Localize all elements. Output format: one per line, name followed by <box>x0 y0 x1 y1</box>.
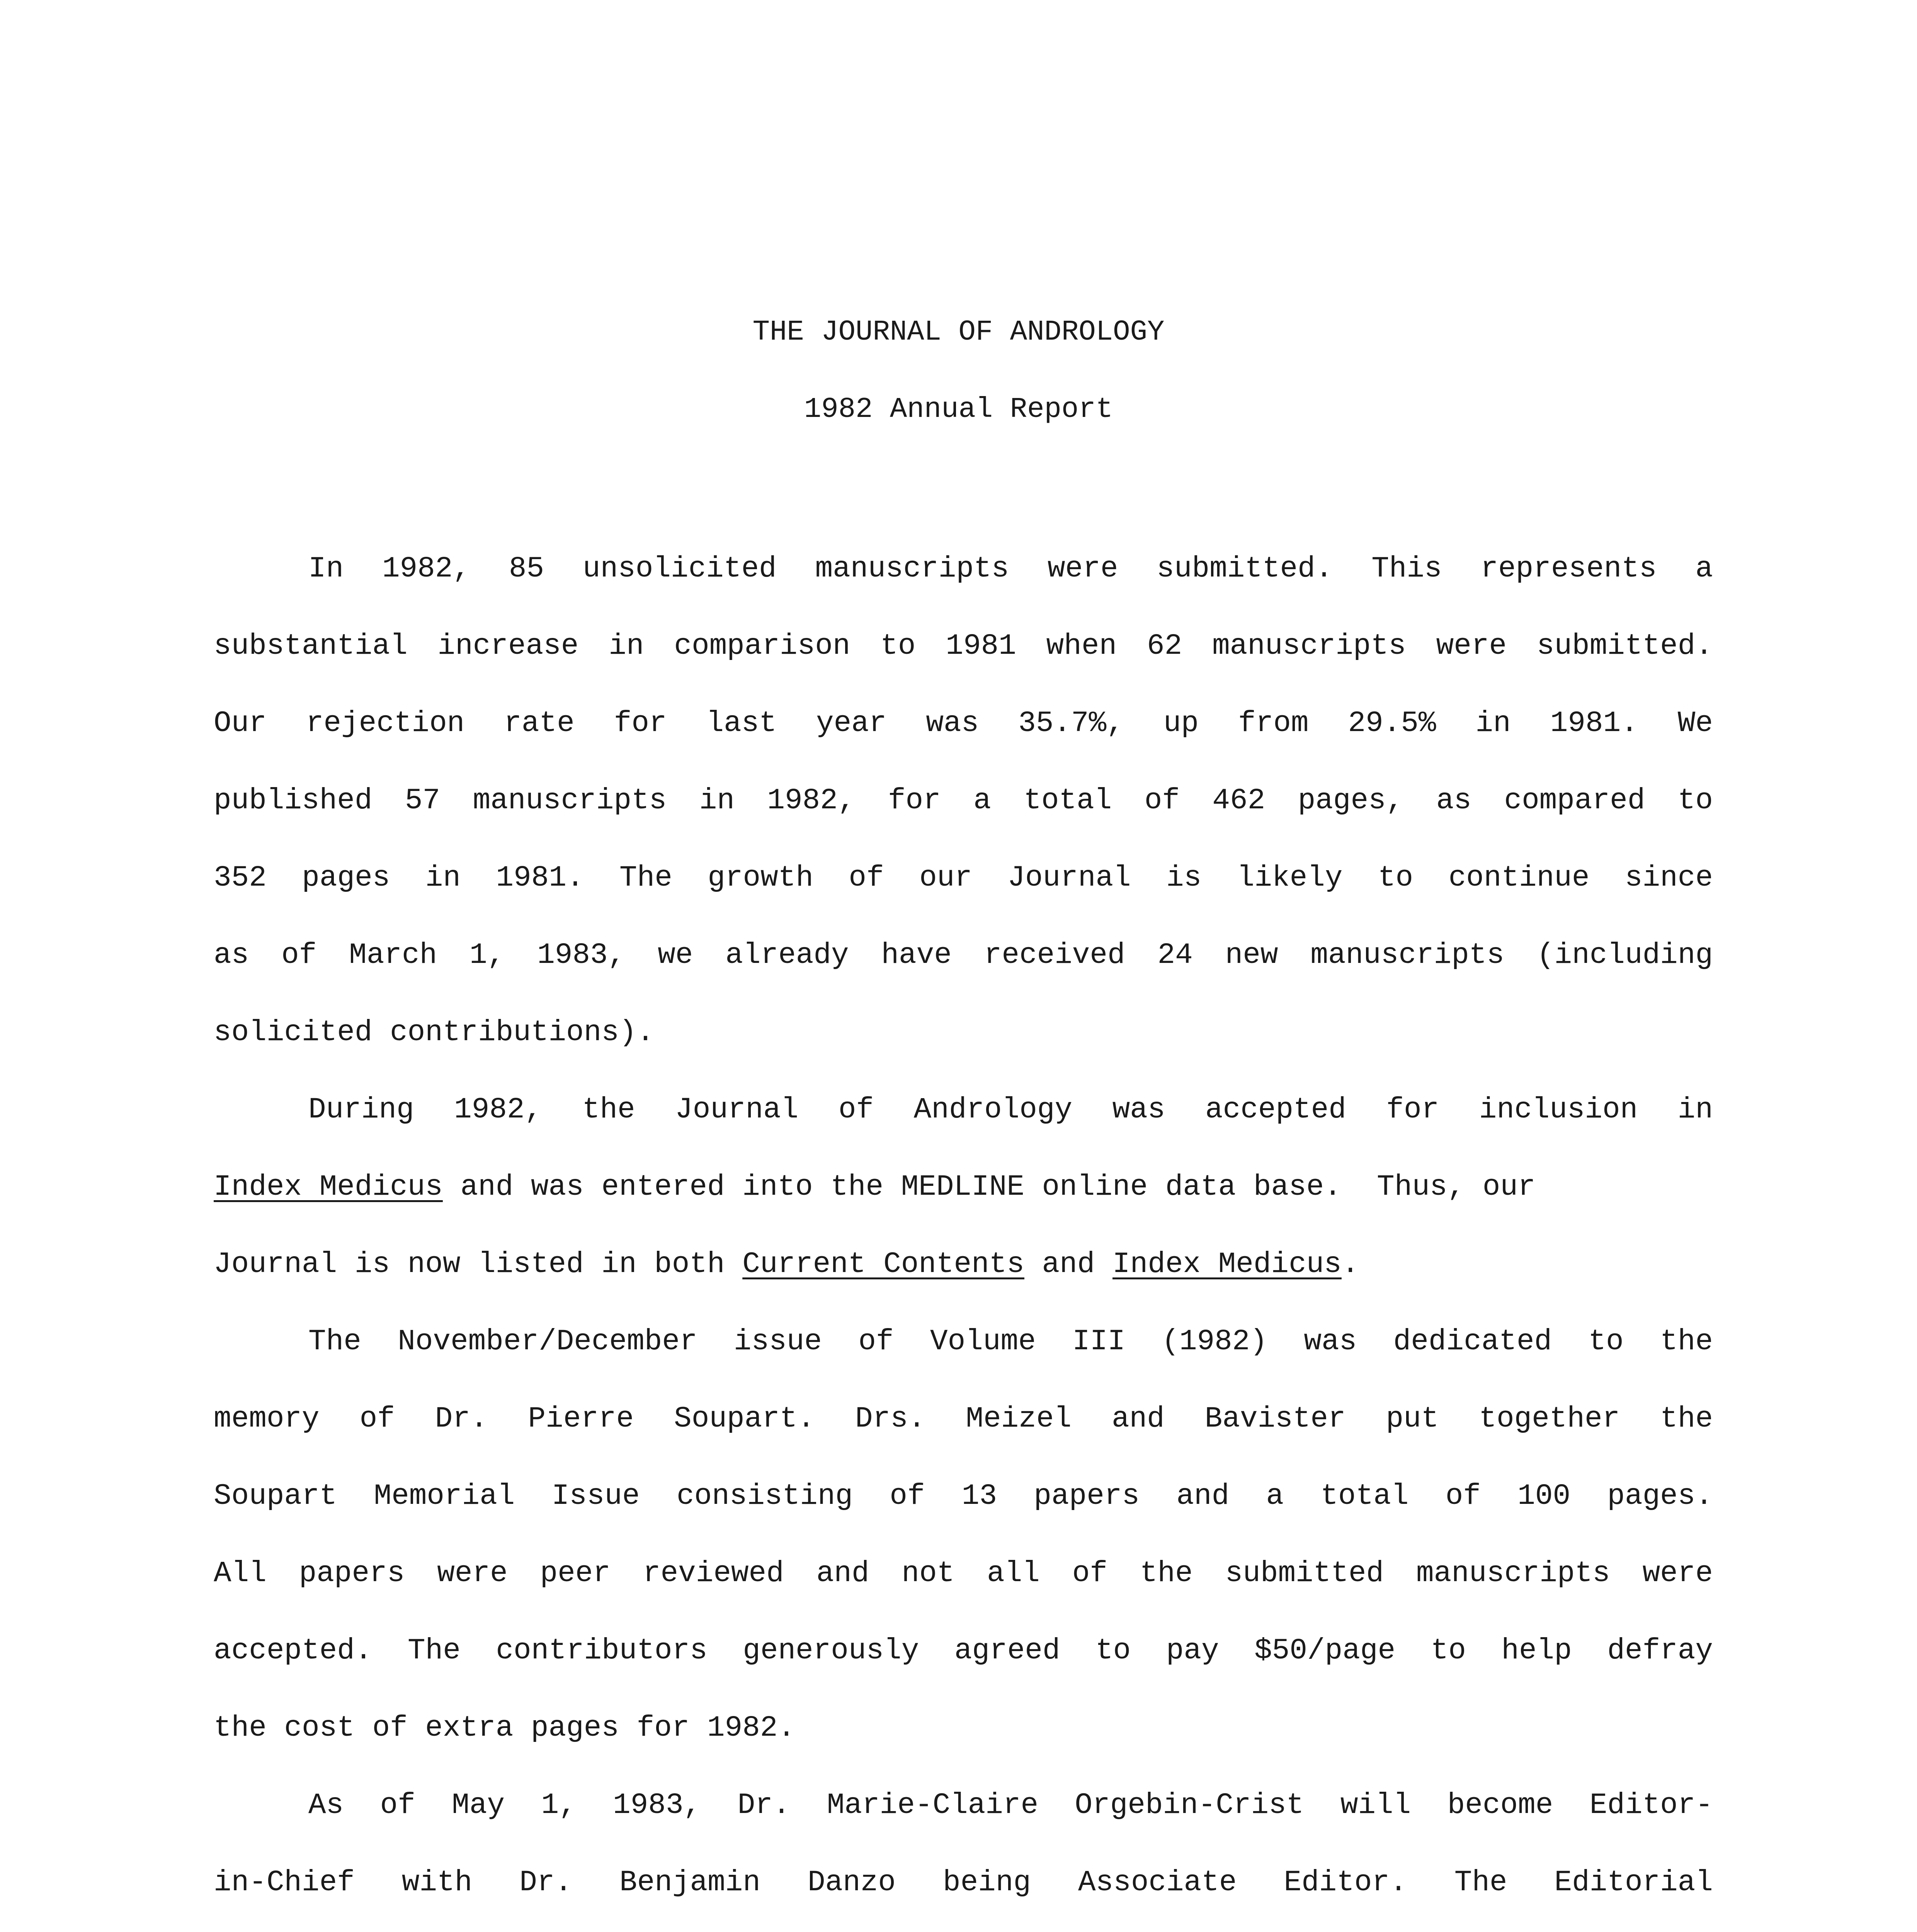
text-line: substantial increase in comparison to 1981 when 62 manuscripts were submitted. <box>214 629 1713 663</box>
publication-name-index-medicus: Index Medicus <box>1112 1248 1342 1281</box>
text-line: 352 pages in 1981. The growth of our Journal is likely to continue since <box>214 861 1713 895</box>
text-line: As of May 1, 1983, Dr. Marie-Claire Orgebin-Crist will become Editor- <box>308 1789 1713 1822</box>
text-line <box>214 1226 1713 1303</box>
text-line: accepted. The contributors generously agreed to pay $50/page to help defray <box>214 1634 1713 1667</box>
text-segment: and <box>1024 1248 1112 1281</box>
document-title: THE JOURNAL OF ANDROLOGY <box>752 316 1165 349</box>
paragraph-memorial-issue <box>214 1303 1713 1767</box>
text-line: All papers were peer reviewed and not all of the submitted manuscripts were <box>214 1557 1713 1590</box>
paragraph-editor-change <box>214 1767 1713 1932</box>
text-line: Our rejection rate for last year was 35.7%, up from 29.5% in 1981. We <box>214 707 1713 740</box>
text-line: in-Chief with Dr. Benjamin Danzo being Associate Editor. The Editorial <box>214 1866 1713 1899</box>
text-line <box>214 1921 1713 1932</box>
text-line: memory of Dr. Pierre Soupart. Drs. Meizel and Bavister put together the <box>214 1402 1713 1435</box>
text-line: In 1982, 85 unsolicited manuscripts were submitted. This represents a <box>308 552 1713 585</box>
text-line <box>214 1148 1713 1226</box>
text-segment: . <box>1341 1248 1359 1281</box>
text-line: published 57 manuscripts in 1982, for a total of 462 pages, as compared to <box>214 784 1713 817</box>
publication-name-index-medicus: Index Medicus <box>214 1170 443 1204</box>
paragraph-submissions <box>214 530 1713 1071</box>
text-line: During 1982, the Journal of Andrology was accepted for inclusion in <box>308 1093 1713 1126</box>
document-subtitle: 1982 Annual Report <box>804 393 1113 426</box>
text-line: solicited contributions). <box>214 1016 655 1049</box>
text-line: The November/December issue of Volume III (1982) was dedicated to the <box>308 1325 1713 1358</box>
text-line: Soupart Memorial Issue consisting of 13 papers and a total of 100 pages. <box>214 1480 1713 1513</box>
text-segment: and was entered into the MEDLINE online data base. Thus, our <box>442 1170 1536 1204</box>
text-line: as of March 1, 1983, we already have received 24 new manuscripts (including <box>214 939 1713 972</box>
text-line: the cost of extra pages for 1982. <box>214 1711 796 1745</box>
text-segment: Journal is now listed in both <box>214 1248 743 1281</box>
paragraph-indexing <box>214 1071 1713 1303</box>
publication-name-current-contents: Current Contents <box>742 1248 1024 1281</box>
